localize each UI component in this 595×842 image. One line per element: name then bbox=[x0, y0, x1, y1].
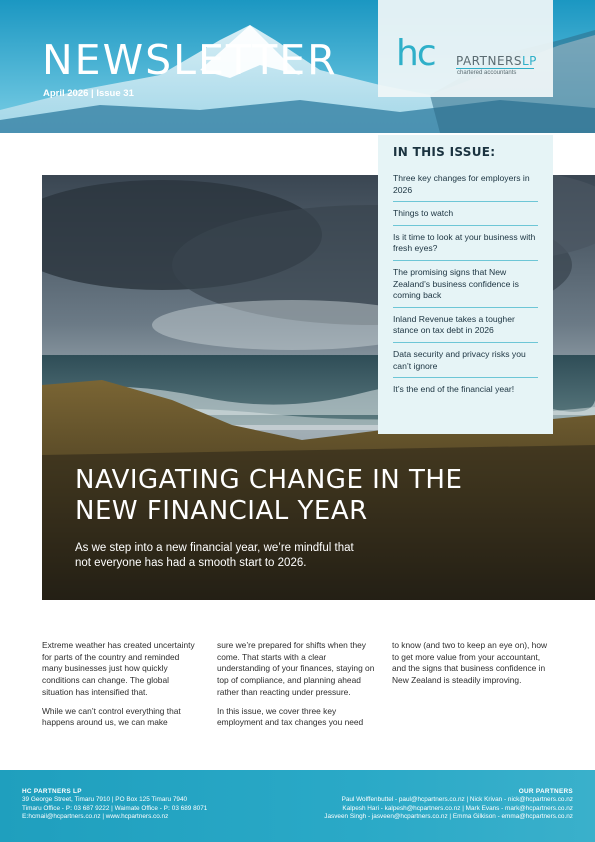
logo-divider bbox=[456, 68, 534, 69]
toc-item[interactable]: Is it time to look at your business with fresh eyes? bbox=[393, 226, 538, 261]
toc-item[interactable]: Inland Revenue takes a tougher stance on tax debt in 2026 bbox=[393, 308, 538, 343]
company-logo bbox=[378, 0, 553, 97]
logo-partners-text: PARTNERS bbox=[456, 54, 522, 68]
in-this-issue-panel bbox=[378, 135, 553, 434]
body-paragraph: While we can’t control everything that happens around us, we can make bbox=[42, 705, 181, 728]
body-column-3 bbox=[392, 640, 552, 694]
footer-phones bbox=[22, 805, 207, 813]
phone-label: P: bbox=[163, 804, 170, 812]
phone-label: P: bbox=[65, 804, 73, 812]
footer-timaru-phone: 03 687 9222 | Waimate Office - bbox=[72, 804, 164, 812]
toc-item[interactable]: The promising signs that New Zealand’s business confidence is coming back bbox=[393, 261, 538, 308]
issue-label: April 2026 | Issue 31 bbox=[43, 88, 134, 99]
hero-subtitle: As we step into a new financial year, we’re mindful that not everyone has had a smooth start to 2026. bbox=[75, 542, 354, 569]
logo-partners bbox=[456, 54, 537, 68]
partners-line[interactable]: Jasveen Singh - jasveen@hcpartners.co.nz | Emma Gilkison - emma@hcpartners.co.nz bbox=[324, 813, 573, 821]
logo-tagline: chartered accountants bbox=[457, 70, 517, 76]
partners-heading: OUR PARTNERS bbox=[518, 788, 573, 795]
footer-address: 39 George Street, Timaru 7910 | PO Box 125 Timaru 7940 bbox=[22, 796, 188, 804]
body-paragraph: Extreme weather has created uncertainty for parts of the country and reminded many businesses just how quickly conditions can change. The global situation has intensified that. bbox=[42, 640, 195, 697]
footer-timaru-label: Timaru Office - bbox=[22, 804, 66, 812]
toc-item[interactable]: Data security and privacy risks you can’t ignore bbox=[393, 343, 538, 378]
body-paragraph: In this issue, we cover three key employment and tax changes you need bbox=[217, 705, 364, 728]
body-column-2 bbox=[217, 640, 377, 736]
logo-lp: LP bbox=[522, 54, 537, 68]
hero-title: NAVIGATING CHANGE IN THE NEW FINANCIAL YEAR bbox=[75, 465, 463, 526]
footer-email[interactable] bbox=[22, 813, 207, 821]
partners-line[interactable]: Kalpesh Hari - kalpesh@hcpartners.co.nz | Mark Evans - mark@hcpartners.co.nz bbox=[342, 804, 573, 812]
logo-hc: hc bbox=[396, 33, 435, 74]
toc-item[interactable]: It’s the end of the financial year! bbox=[393, 384, 515, 395]
email-label: E: bbox=[22, 813, 29, 821]
footer-partners bbox=[324, 788, 573, 822]
body-paragraph: to know (and two to keep an eye on), how to get more value from your accountant, and the signs that business confidence in New Zealand is steadily improving. bbox=[392, 640, 548, 686]
body-paragraph: sure we’re prepared for shifts when they come. That starts with a clear understanding of your finances, staying on top of compliance, and planning ahead rather than reacting under pressure. bbox=[217, 640, 375, 697]
partners-line[interactable]: Paul Wolffenbuttel - paul@hcpartners.co.nz | Nick Krivan - nick@hcpartners.co.nz bbox=[341, 796, 573, 804]
footer-company: HC PARTNERS LP bbox=[22, 788, 82, 795]
toc-item[interactable]: Three key changes for employers in 2026 bbox=[393, 167, 538, 202]
body-column-1 bbox=[42, 640, 202, 736]
footer bbox=[0, 770, 595, 842]
newsletter-title: NEWSLETTER bbox=[42, 36, 338, 84]
footer-contact bbox=[22, 788, 207, 822]
footer-email-text[interactable]: hcmail@hcpartners.co.nz | www.hcpartners.co.nz bbox=[28, 813, 169, 821]
toc-item[interactable]: Things to watch bbox=[393, 202, 538, 226]
footer-waimate-phone: 03 689 8071 bbox=[170, 804, 208, 812]
toc-heading: IN THIS ISSUE: bbox=[393, 145, 496, 159]
